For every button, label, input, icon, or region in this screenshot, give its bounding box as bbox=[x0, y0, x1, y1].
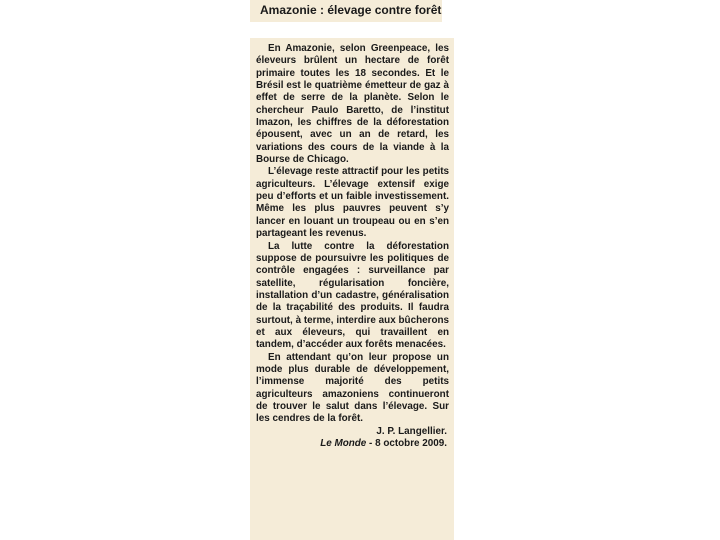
article-title: Amazonie : élevage contre forêt bbox=[250, 0, 442, 22]
article-paragraph-2: L’élevage reste attractif pour les petits agriculteurs. L’élevage extensif exige peu d’efforts et un faible investissement. Même les plus pauvres peuvent s’y lancer en louant un troupeau ou en s’en partageant les revenus. bbox=[256, 166, 449, 240]
source-newspaper: Le Monde bbox=[320, 438, 367, 449]
article-paragraph-3: La lutte contre la déforestation suppose de poursuivre les politiques de contrôle engagées : surveillance par satellite, régularisation foncière, installation d’un cadastre, généralisation de la traçabilité des produits. Il faudra surtout, à terme, interdire aux bûcherons et aux éleveurs, qui travaillent en tandem, d’accéder aux forêts menacées. bbox=[256, 240, 449, 351]
article-paragraph-1: En Amazonie, selon Greenpeace, les éleveurs brûlent un hectare de forêt primaire toutes les 18 secondes. Et le Brésil est le quatrième émetteur de gaz à effet de serre de la planète. Selon le chercheur Paulo Baretto, de l’institut Imazon, les chiffres de la déforestation épousent, avec un an de retard, les variations des cours de la viande à la Bourse de Chicago. bbox=[256, 43, 449, 166]
article-body bbox=[250, 38, 454, 540]
article-source bbox=[256, 438, 449, 450]
article-author: J. P. Langellier. bbox=[376, 425, 447, 437]
source-date: - 8 octobre 2009. bbox=[366, 438, 447, 449]
article-paragraph-4: En attendant qu’on leur propose un mode plus durable de développement, l’immense majorité des petits agriculteurs amazoniens continueront de trouver le salut dans l’élevage. Sur les cendres de la forêt. bbox=[256, 351, 449, 425]
